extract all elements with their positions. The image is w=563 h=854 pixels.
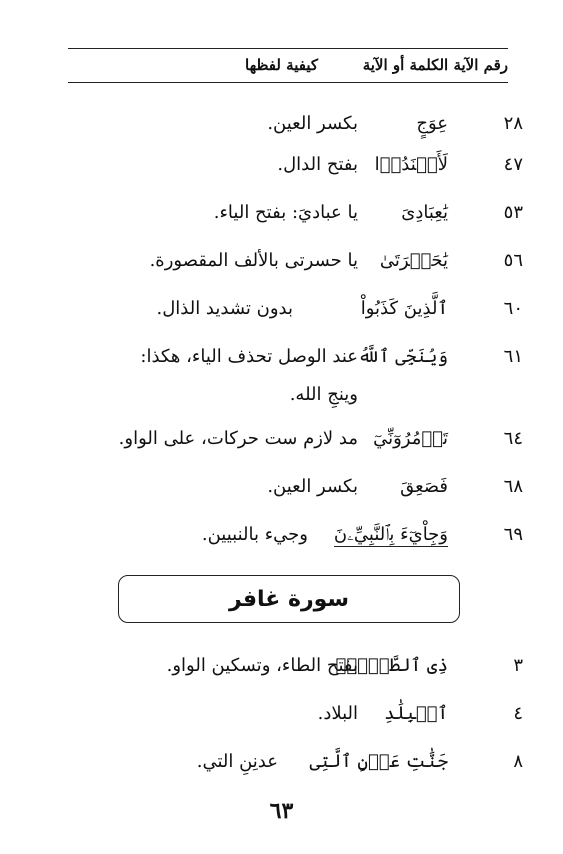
pronunciation-note: بفتح الدال. <box>277 154 358 175</box>
table-row <box>0 524 563 564</box>
table-row <box>0 751 563 791</box>
quran-word: يَٰعِبَادِىَ <box>401 202 448 223</box>
surah-title: سورة غافر <box>228 586 350 612</box>
verse-number: ٣ <box>513 655 523 676</box>
table-row <box>0 428 563 468</box>
header-bottom-rule <box>68 82 508 83</box>
verse-number: ٦١ <box>503 346 523 367</box>
pronunciation-note: مد لازم ست حركات، على الواو. <box>118 428 358 449</box>
quran-word: عِوَجٍ <box>416 113 448 134</box>
quran-word: ٱلۡبِلَٰدِ <box>384 703 448 724</box>
verse-number: ٤ <box>513 703 523 724</box>
verse-number: ٥٣ <box>503 202 523 223</box>
table-row <box>0 113 563 153</box>
verse-number: ٨ <box>513 751 523 772</box>
pronunciation-note: عند الوصل تحذف الياء، هكذا: <box>140 346 358 367</box>
verse-number: ٦٠ <box>503 298 523 319</box>
pronunciation-note: يا حسرتى بالألف المقصورة. <box>149 250 358 271</box>
header-col1-label: رقم الآية <box>453 56 508 74</box>
table-row <box>0 154 563 194</box>
table-row <box>0 298 563 338</box>
quran-word: جَنَّٰتِ عَدۡنٍ ٱلَّتِى <box>309 751 448 772</box>
header-pronunciation: كيفية لفظها <box>245 56 318 74</box>
verse-number: ٦٤ <box>503 428 523 449</box>
pronunciation-note-continued: وينجِ الله. <box>289 384 358 405</box>
pronunciation-note: عدنِنِ التي. <box>196 751 278 772</box>
table-row <box>0 655 563 695</box>
quran-word: ٱلَّذِينَ كَذَبُواْ <box>360 298 448 319</box>
quran-word: وَجِاْيٓءَ بِٱلنَّبِيِّۦنَ <box>333 524 448 545</box>
verse-number: ٢٨ <box>503 113 523 134</box>
pronunciation-note: بفتح الطاء، وتسكين الواو. <box>166 655 358 676</box>
header-verse-number <box>363 56 508 74</box>
page-number: ٦٣ <box>269 798 294 824</box>
verse-number: ٤٧ <box>503 154 523 175</box>
pronunciation-note: بكسر العين. <box>267 476 358 497</box>
table-row <box>0 346 563 426</box>
surah-heading-box <box>118 575 460 623</box>
pronunciation-note: بدون تشديد الذال. <box>156 298 293 319</box>
pronunciation-note: البلاد. <box>317 703 358 724</box>
table-row <box>0 250 563 290</box>
table-row <box>0 703 563 743</box>
quran-word: تَأۡمُرُوٓنِّيٓ <box>373 428 448 449</box>
header-top-rule <box>68 48 508 49</box>
header-col2-label: الكلمة أو الآية <box>362 56 449 74</box>
quran-word: وَيُنَجِّى ٱللَّهُ <box>357 346 448 367</box>
table-row <box>0 202 563 242</box>
pronunciation-note: بكسر العين. <box>267 113 358 134</box>
quran-word: فَصَعِقَ <box>400 476 448 497</box>
quran-word: لَأَفۡنَدُوۡا <box>374 154 448 175</box>
quran-word: ذِى ٱلطَّوۡلِۖ <box>335 655 448 676</box>
table-row <box>0 476 563 516</box>
pronunciation-note: وجيء بالنبيين. <box>201 524 308 545</box>
verse-number: ٥٦ <box>503 250 523 271</box>
pronunciation-note: يا عباديَ: بفتح الياء. <box>213 202 358 223</box>
verse-number: ٦٩ <box>503 524 523 545</box>
quran-word: يَٰحَسۡرَتَىٰ <box>379 250 448 271</box>
verse-number: ٦٨ <box>503 476 523 497</box>
table-header <box>68 48 508 84</box>
